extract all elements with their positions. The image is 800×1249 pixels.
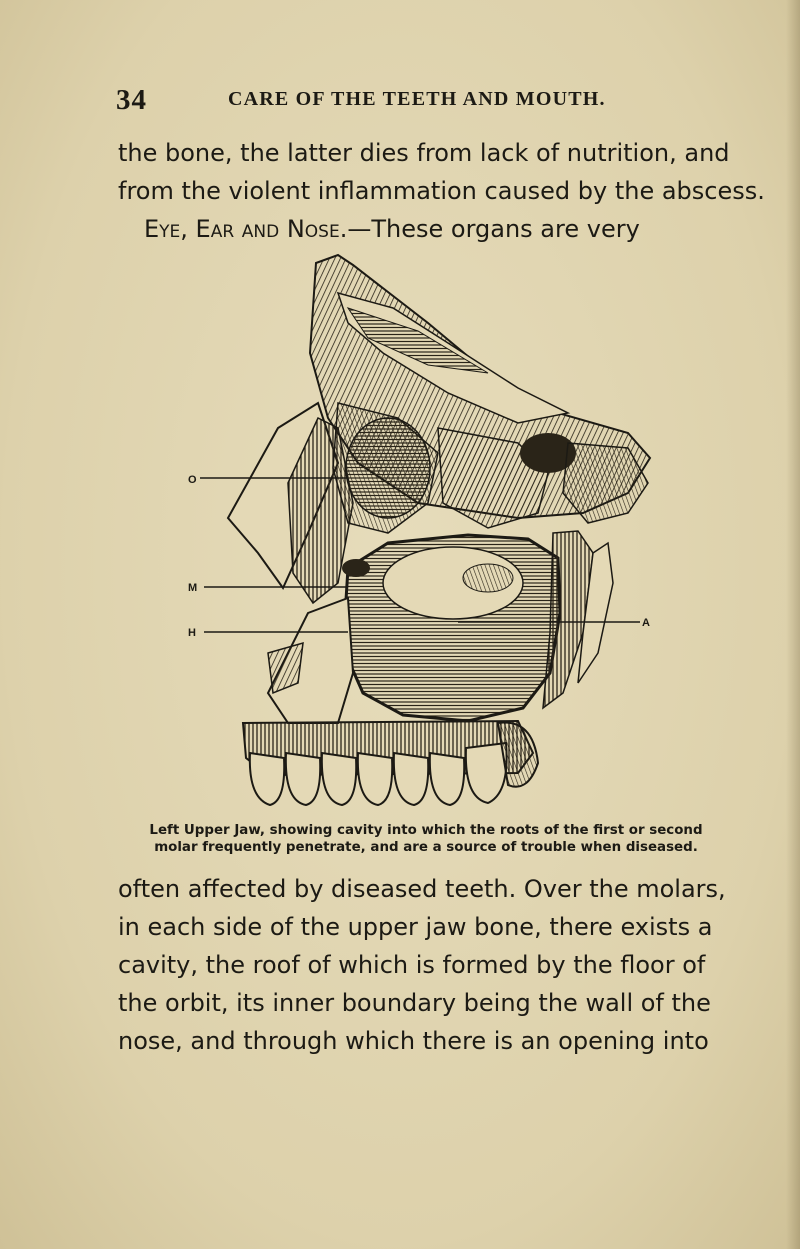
text-line: from the violent inflammation caused by the abscess.	[118, 177, 765, 205]
text-line: nose, and through which there is an opening into	[118, 1027, 709, 1055]
paragraph-1	[118, 134, 765, 248]
paragraph-2	[118, 870, 738, 1060]
text-line: in each side of the upper jaw bone, there exists a	[118, 913, 713, 941]
caption-line: Left Upper Jaw, showing cavity into which the roots of the first or second	[149, 823, 703, 838]
text-line: often affected by diseased teeth. Over the molars,	[118, 875, 726, 903]
text-line-rest: —These organs are very	[347, 215, 640, 243]
text-line: cavity, the roof of which is formed by the floor of	[118, 951, 706, 979]
caption-line: molar frequently penetrate, and are a source of trouble when diseased.	[154, 840, 698, 855]
section-heading: Eye, Ear and Nose.	[144, 215, 348, 243]
teeth-row	[243, 721, 538, 805]
text-line	[118, 210, 738, 248]
text-line: the orbit, its inner boundary being the wall of the	[118, 989, 711, 1017]
anatomical-illustration	[188, 253, 668, 813]
figure-label-m: M	[188, 582, 198, 594]
figure-label-a: A	[642, 617, 650, 629]
figure-caption	[116, 822, 736, 856]
page-edge-shadow	[786, 0, 800, 1249]
running-title: CARE OF THE TEETH AND MOUTH.	[228, 88, 606, 110]
text-line: the bone, the latter dies from lack of nutrition, and	[118, 139, 730, 167]
page-header	[116, 84, 676, 118]
figure-label-h: H	[188, 627, 196, 639]
page-number: 34	[116, 84, 147, 116]
figure-label-o: O	[188, 474, 197, 486]
